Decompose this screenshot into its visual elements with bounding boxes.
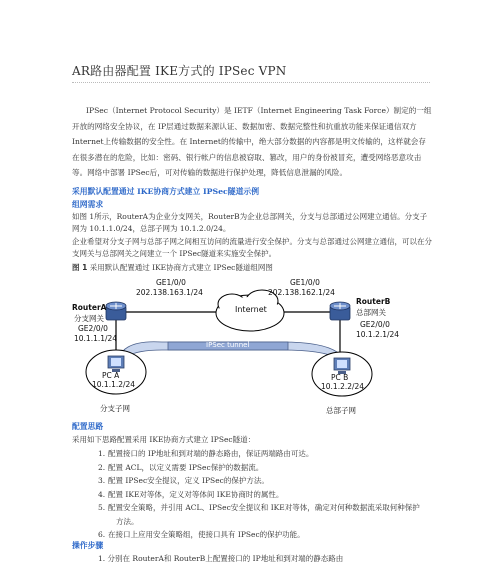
- router-a-label: RouterA: [72, 303, 107, 312]
- page-title: AR路由器配置 IKE方式的 IPSec VPN: [72, 64, 287, 78]
- ops-heading: 操作步骤: [72, 541, 104, 550]
- list-item: 2. 配置 ACL，以定义需要 IPSec保护的数据流。: [98, 462, 264, 472]
- ipsec-tunnel-label: IPSec tunnel: [206, 341, 250, 349]
- list-item: 5. 配置安全策略，并引用 ACL、IPSec安全提议和 IKE对等体，确定对何种数据流采取何种保护: [98, 503, 420, 512]
- router-a-ge1-ip: 202.138.163.1/24: [136, 288, 203, 297]
- list-item: 1. 配置接口的 IP地址和到对端的静态路由，保证两端路由可达。: [98, 449, 314, 458]
- list-item: 6. 在接口上应用安全策略组，使接口具有 IPSec的保护功能。: [98, 530, 305, 539]
- router-b-ge1-ip: 202.138.162.1/24: [268, 288, 335, 297]
- config-steps-list: [98, 447, 438, 542]
- list-item: 4. 配置 IKE对等体，定义对等体间 IKE协商时的属性。: [98, 489, 284, 499]
- router-a-icon: [106, 302, 126, 320]
- figure-caption-label: 图 1: [72, 263, 88, 272]
- ops-step-1: 1. 分别在 RouterA和 RouterB上配置接口的 IP地址和到对端的静态路由: [98, 554, 344, 563]
- pc-b-ip: 10.1.2.2/24: [321, 382, 365, 391]
- pc-a-subnet-label: 分支子网: [100, 404, 130, 413]
- internet-label: Internet: [235, 305, 267, 314]
- pc-a-ip: 10.1.1.2/24: [92, 380, 136, 389]
- router-a-ge1: GE1/0/0: [156, 278, 186, 287]
- router-b-label: RouterB: [356, 297, 391, 306]
- router-b-icon: [330, 302, 350, 320]
- network-req-paragraph-1: 如图 1所示，RouterA为企业分支网关，RouterB为企业总部网关，分支与总部通过公网建立通信。分支子网为 10.1.1.0/24，总部子网为 10.1.2.0/24。: [72, 212, 428, 233]
- title-divider: [72, 82, 430, 83]
- network-req-heading: 组网需求: [72, 200, 104, 209]
- router-b-ge1: GE1/0/0: [290, 278, 320, 287]
- section-title: 采用默认配置通过 IKE协商方式建立 IPSec隧道示例: [72, 187, 259, 196]
- pc-b-subnet-label: 总部子网: [326, 406, 356, 415]
- network-req-paragraph-2: 企业希望对分支子网与总部子网之间相互访问的流量进行安全保护。分支与总部通过公网建立通信，可以在分支网关与总部网关之间建立一个 IPSec隧道来实施安全保护。: [72, 237, 432, 258]
- router-b-ge2: GE2/0/0: [360, 320, 390, 329]
- router-b-role: 总部网关: [356, 308, 386, 317]
- figure-caption-text: 采用默认配置通过 IKE协商方式建立 IPSec隧道组网图: [89, 263, 273, 272]
- router-a-ge2: GE2/0/0: [78, 324, 108, 333]
- router-a-ge2-ip: 10.1.1.1/24: [74, 334, 118, 343]
- list-item: 3. 配置 IPSec安全提议，定义 IPSec的保护方法。: [98, 476, 269, 485]
- pc-b-label: PC B: [331, 373, 349, 382]
- figure-caption: [72, 262, 273, 273]
- router-a-role: 分支网关: [74, 314, 104, 323]
- intro-paragraph: IPSec（Internet Protocol Security）是 IETF（Internet Engineering Task Force）制定的一组开放的网络安全协议，在 IP层通过数据来源认证、数据加密、数据完整性和抗重放功能来保证通信双方 Internet上传输数据的安全性。在 Internet的传输中，绝大部分数据的内容都是明文传输的，这样就会存在很多潜在的危险，比如：密码、银行帐户的信息被窃取、篡改，用户的身份被冒充，遭受网络恶意攻击等。网络中部署 IPSec后，可对传输的数据进行保护处理，降低信息泄漏的风险。: [72, 106, 432, 178]
- config-heading: 配置思路: [72, 422, 104, 431]
- list-item: 方法。: [116, 516, 139, 526]
- network-diagram: [72, 276, 432, 416]
- pc-a-label: PC A: [102, 371, 120, 380]
- config-intro: 采用如下思路配置采用 IKE协商方式建立 IPSec隧道：: [72, 435, 256, 444]
- router-b-ge2-ip: 10.1.2.1/24: [356, 330, 400, 339]
